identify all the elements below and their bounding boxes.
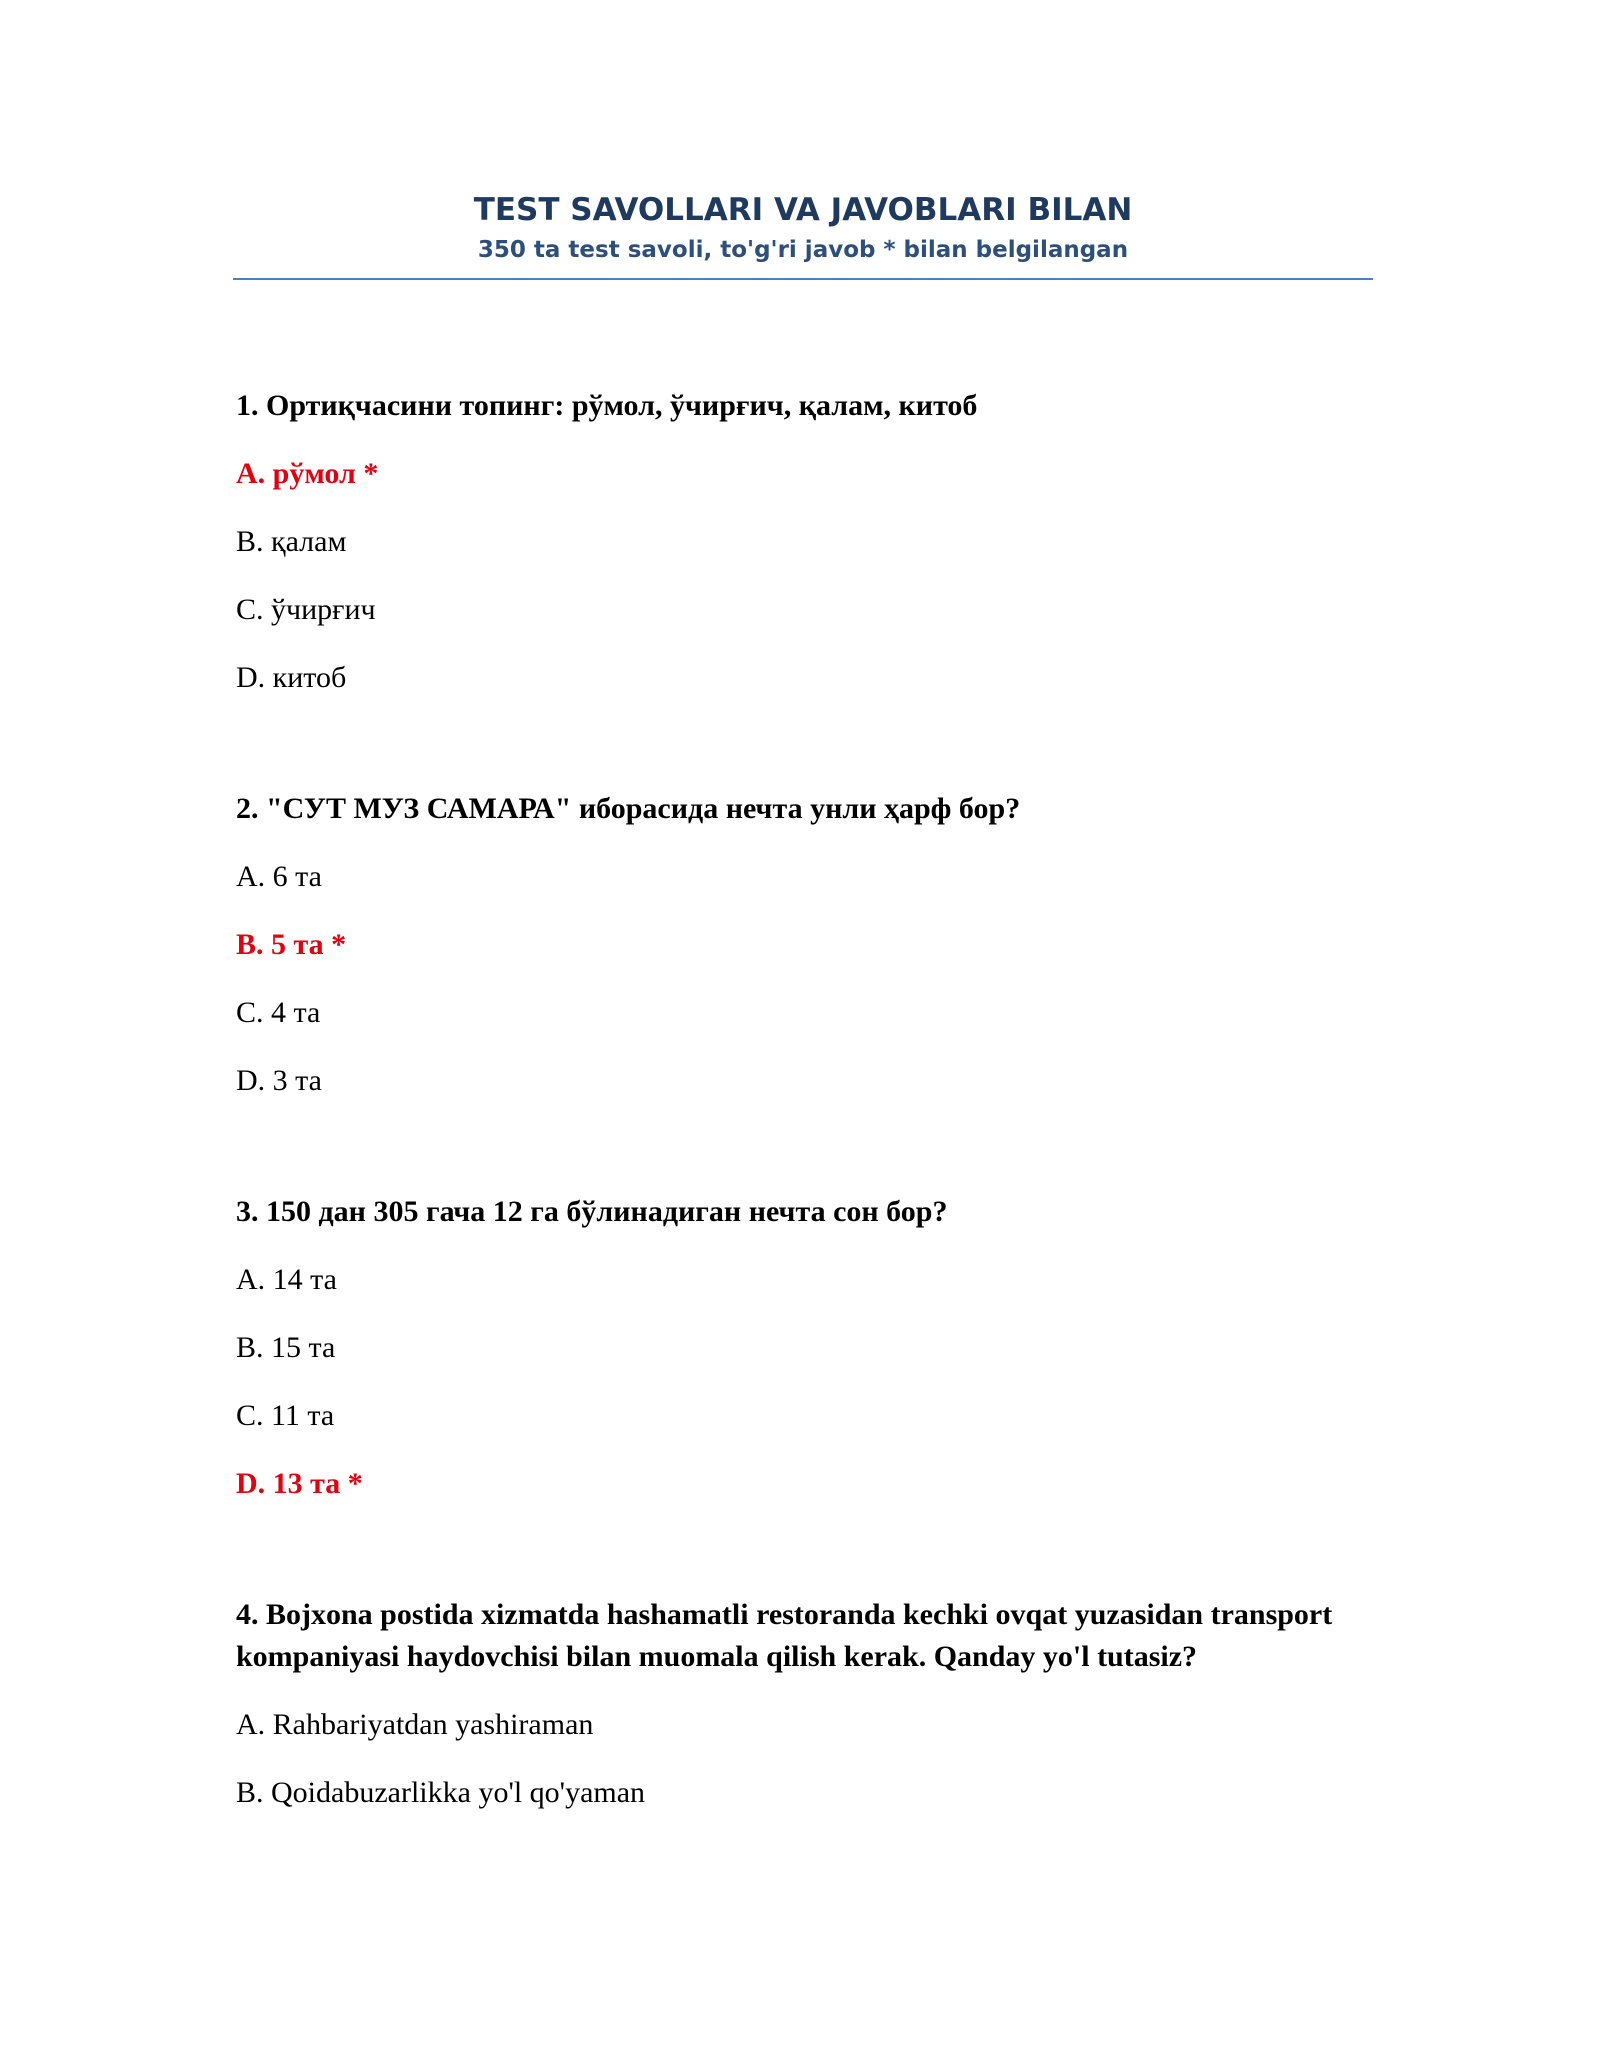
header-divider [233,278,1373,280]
option-letter: C . [236,593,271,626]
option-text: 6 та [272,860,322,893]
option-d [236,657,1356,699]
option-text: 14 та [272,1263,337,1296]
option-d [236,1060,1356,1102]
option-a [236,1259,1356,1301]
option-letter: A . [236,1708,273,1741]
question-3 [236,1191,1356,1505]
option-d-correct [236,1463,1356,1505]
option-text: Rahbariyatdan yashiraman [272,1708,594,1741]
document-title: TEST SAVOLLARI VA JAVOBLARI BILAN [473,192,1133,228]
option-text: 5 та * [271,928,347,961]
option-letter: B . [236,928,271,961]
option-text: рўмол * [272,457,379,490]
option-text: ўчирғич [271,593,376,626]
option-letter: A . [236,1263,273,1296]
question-spacer [236,1128,1356,1191]
question-2 [236,788,1356,1102]
option-text: 3 та [272,1064,322,1097]
option-letter: D . [236,661,273,694]
option-letter: B . [236,1776,271,1809]
option-a [236,1704,1356,1746]
option-letter: D . [236,1064,273,1097]
option-letter: B . [236,1331,271,1364]
option-letter: C . [236,996,271,1029]
option-letter: C . [236,1399,271,1432]
question-text: 1. Ортиқчасини топинг: рўмол, ўчирғич, қалам, китоб [236,389,978,422]
option-letter: A . [236,860,273,893]
option-b [236,1327,1356,1369]
option-letter: D . [236,1467,273,1500]
option-b [236,1772,1356,1814]
option-text: китоб [272,661,347,694]
option-text: 15 та [271,1331,336,1364]
option-c [236,589,1356,631]
document-subtitle: 350 ta test savoli, to'g'ri javob * bilan belgilangan [477,237,1129,263]
question-text: 3. 150 дан 305 гача 12 га бўлинадиган нечта сон бор? [236,1195,948,1228]
option-text: 4 та [271,996,321,1029]
option-letter: A . [236,457,273,490]
option-b [236,521,1356,563]
question-text: 4. Bojxona postida xizmatda hashamatli restoranda kechki ovqat yuzasidan transport kompaniyasi haydovchisi bilan muomala qilish kerak. Qanday yo'l tutasiz? [236,1598,1333,1673]
question-spacer [236,725,1356,788]
document-header [233,190,1373,266]
option-text: Qoidabuzarlikka yo'l qo'yaman [271,1776,646,1809]
question-spacer [236,1531,1356,1594]
option-letter: B . [236,525,271,558]
option-c [236,1395,1356,1437]
question-1 [236,385,1356,699]
question-text: 2. "СУТ МУЗ САМАРА" иборасида нечта унли ҳарф бор? [236,792,1021,825]
option-b-correct [236,924,1356,966]
option-c [236,992,1356,1034]
option-text: қалам [271,525,347,558]
option-text: 13 та * [272,1467,363,1500]
option-a-correct [236,453,1356,495]
option-text: 11 та [271,1399,335,1432]
question-list [236,385,1356,1840]
option-a [236,856,1356,898]
question-4 [236,1594,1356,1814]
